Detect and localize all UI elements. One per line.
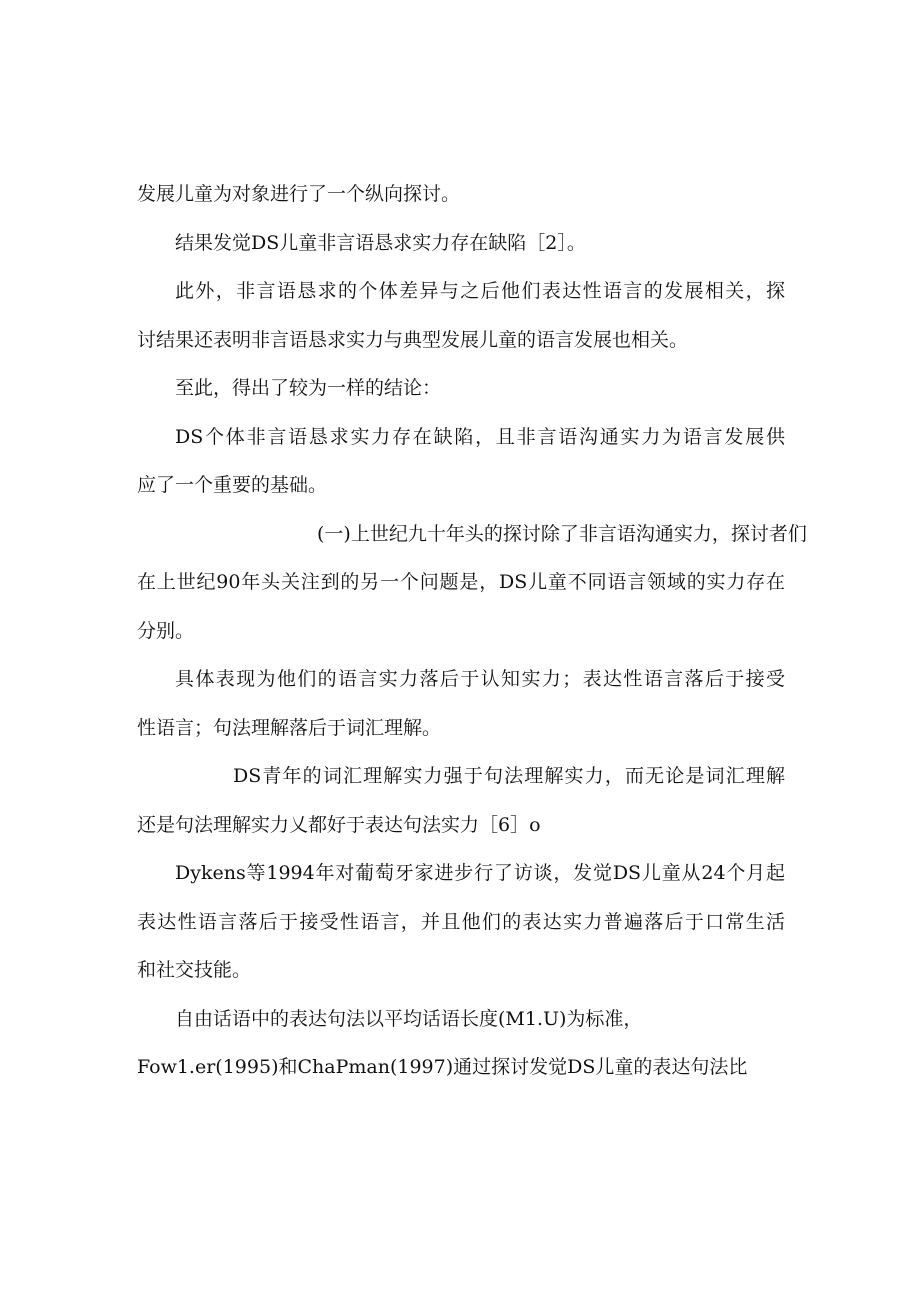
document-page — [137, 170, 807, 1092]
text-line-9: 在上世纪90年头关注到的另一个问题是，DS儿童不同语言领域的实力存在 — [137, 571, 785, 593]
text-line-18: 自由话语中的表达句法以平均话语长度(M1.U)为标准， — [175, 1007, 643, 1030]
text-line-6: DS个体非言语恳求实力存在缺陷，且非言语沟通实力为语言发展供 — [175, 425, 785, 448]
text-line-3: 此外，非言语恳求的个体差异与之后他们表达性语言的发展相关，探 — [175, 280, 785, 302]
text-line-14: 还是句法理解实力乂都好于表达句法实力［6］o — [137, 813, 541, 836]
text-line-15: Dykens等1994年对葡萄牙家进步行了访谈，发觉DS儿童从24个月起 — [175, 862, 785, 884]
text-line-16: 表达性语言落后于接受性语言，并且他们的表达实力普遍落后于口常生活 — [137, 910, 785, 933]
text-line-11: 具体表现为他们的语言实力落后于认知实力；表达性语言落后于接受 — [175, 668, 785, 690]
text-line-13: DS青年的词汇理解实力强于句法理解实力，而无论是词汇理解 — [233, 765, 785, 787]
text-line-4: 讨结果还表明非言语恳求实力与典型发展儿童的语言发展也相关。 — [137, 328, 689, 351]
text-line-10: 分别。 — [137, 619, 195, 642]
text-line-7: 应了一个重要的基础。 — [137, 474, 328, 496]
text-line-5: 至此，得出了较为一样的结论： — [175, 377, 442, 399]
text-line-12: 性语言；句法理解落后于词汇理解。 — [137, 716, 442, 739]
text-line-2: 结果发觉DS儿童非言语恳求实力存在缺陷［2］。 — [175, 231, 586, 254]
section-heading-line: (一)上世纪九十年头的探讨除了非言语沟通实力，探讨者们 — [317, 522, 807, 545]
text-line-19: Fow1.er(1995)和ChaPman(1997)通过探讨发觉DS儿童的表达句法比 — [137, 1056, 748, 1078]
text-line-1: 发展儿童为对象进行了一个纵向探讨。 — [137, 183, 461, 205]
text-line-17: 和社交技能。 — [137, 959, 252, 981]
